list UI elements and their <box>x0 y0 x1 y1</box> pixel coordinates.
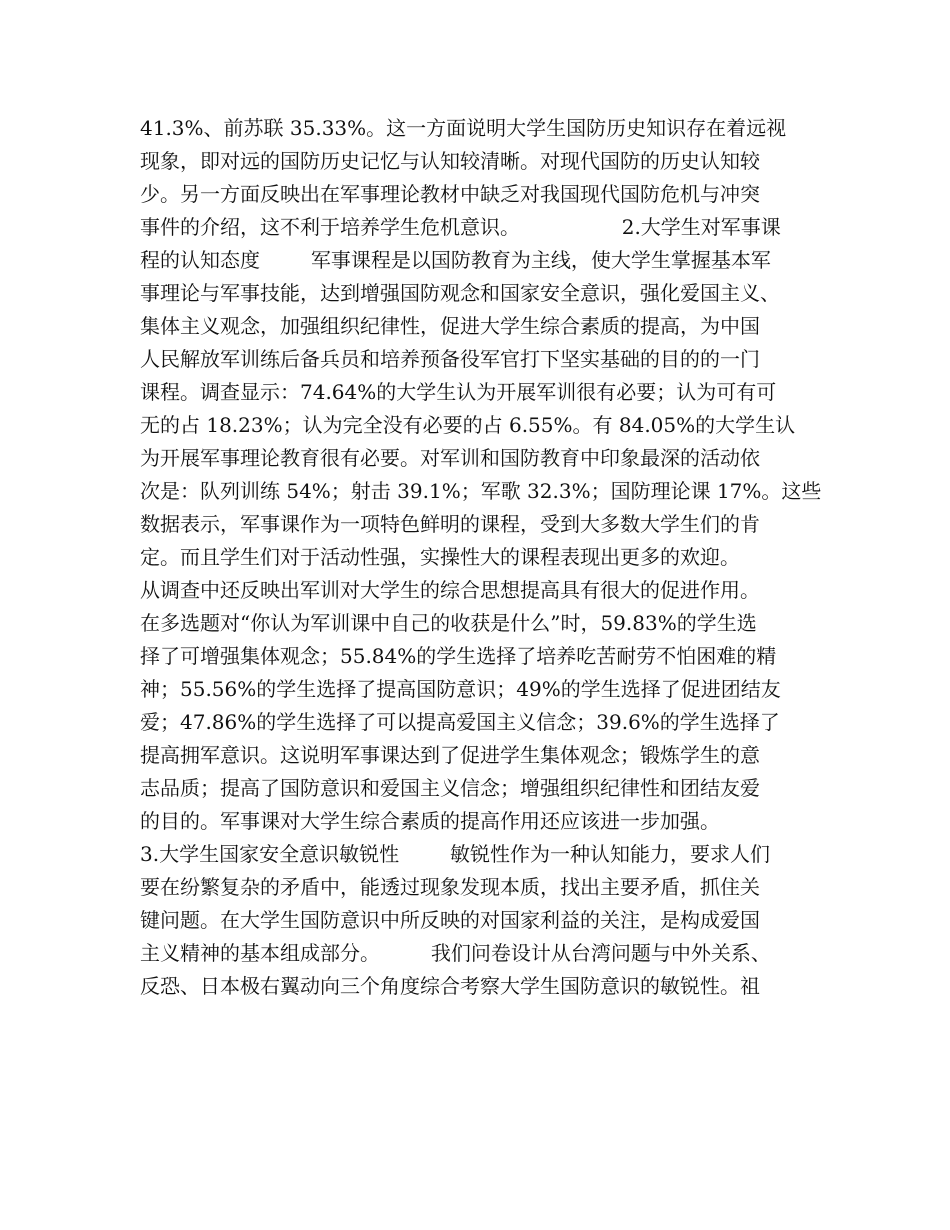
text-line: 神；55.56%的学生选择了提高国防意识；49%的学生选择了促进团结友 <box>140 677 781 701</box>
text-line: 次是：队列训练 54%；射击 39.1%；军歌 32.3%；国防理论课 17%。这些 <box>140 479 822 503</box>
text-line: 要在纷繁复杂的矛盾中，能透过现象发现本质，找出主要矛盾，抓住关 <box>140 875 760 899</box>
text-line: 41.3%、前苏联 35.33%。这一方面说明大学生国防历史知识存在着远视 <box>140 116 787 140</box>
text-line: 课程。调查显示：74.64%的大学生认为开展军训很有必要；认为可有可 <box>140 380 777 404</box>
text-line: 现象，即对远的国防历史记忆与认知较清晰。对现代国防的历史认知较 <box>140 149 760 173</box>
text-line: 事理论与军事技能，达到增强国防观念和国家安全意识，强化爱国主义、 <box>140 281 780 305</box>
text-line: 3.大学生国家安全意识敏锐性 敏锐性作为一种认知能力，要求人们 <box>140 842 770 866</box>
text-line: 程的认知态度 军事课程是以国防教育为主线，使大学生掌握基本军 <box>140 248 771 272</box>
text-line: 无的占 18.23%；认为完全没有必要的占 6.55%。有 84.05%的大学生认 <box>140 413 796 437</box>
text-line: 主义精神的基本组成部分。 我们问卷设计从台湾问题与中外关系、 <box>140 941 771 965</box>
text-line: 提高拥军意识。这说明军事课达到了促进学生集体观念；锻炼学生的意 <box>140 743 760 767</box>
text-line: 事件的介绍，这不利于培养学生危机意识。 2.大学生对军事课 <box>140 215 781 239</box>
body-text <box>140 112 830 1003</box>
text-line: 从调查中还反映出军训对大学生的综合思想提高具有很大的促进作用。 <box>140 578 760 602</box>
text-line: 集体主义观念，加强组织纪律性，促进大学生综合素质的提高，为中国 <box>140 314 760 338</box>
text-line: 在多选题对“你认为军训课中自己的收获是什么”时，59.83%的学生选 <box>140 611 757 635</box>
text-line: 数据表示，军事课作为一项特色鲜明的课程，受到大多数大学生们的肯 <box>140 512 760 536</box>
text-line: 反恐、日本极右翼动向三个角度综合考察大学生国防意识的敏锐性。祖 <box>140 974 760 998</box>
text-line: 定。而且学生们对于活动性强，实操性大的课程表现出更多的欢迎。 <box>140 545 740 569</box>
text-line: 少。另一方面反映出在军事理论教材中缺乏对我国现代国防危机与冲突 <box>140 182 760 206</box>
text-line: 为开展军事理论教育很有必要。对军训和国防教育中印象最深的活动依 <box>140 446 760 470</box>
text-line: 爱；47.86%的学生选择了可以提高爱国主义信念；39.6%的学生选择了 <box>140 710 780 734</box>
text-line: 人民解放军训练后备兵员和培养预备役军官打下坚实基础的目的的一门 <box>140 347 760 371</box>
text-line: 的目的。军事课对大学生综合素质的提高作用还应该进一步加强。 <box>140 809 720 833</box>
text-line: 键问题。在大学生国防意识中所反映的对国家利益的关注，是构成爱国 <box>140 908 760 932</box>
text-line: 志品质；提高了国防意识和爱国主义信念；增强组织纪律性和团结友爱 <box>140 776 760 800</box>
text-line: 择了可增强集体观念；55.84%的学生选择了培养吃苦耐劳不怕困难的精 <box>140 644 777 668</box>
